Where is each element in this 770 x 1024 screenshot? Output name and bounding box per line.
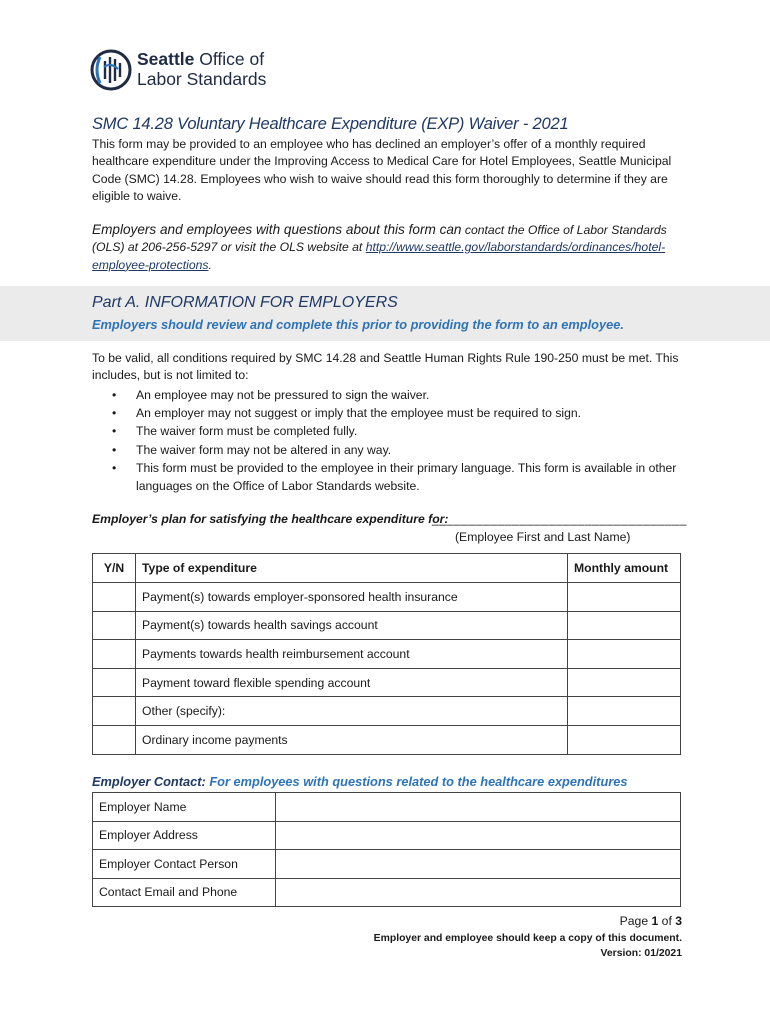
column-header-type: Type of expenditure [136, 554, 568, 583]
table-header-row [93, 554, 681, 583]
list-item [92, 441, 682, 459]
ols-logo [90, 47, 290, 97]
expenditure-type-cell: Payment(s) towards employer-sponsored health insurance [136, 583, 568, 612]
expenditure-type-cell: Payment(s) towards health savings account [136, 611, 568, 640]
table-row [93, 725, 681, 754]
logo-word-bold: Seattle [137, 49, 195, 69]
logo-wordmark [137, 49, 266, 89]
expenditure-table [92, 553, 681, 755]
bullet-icon: • [112, 424, 117, 439]
part-a-title: Part A. INFORMATION FOR EMPLOYERS [92, 294, 398, 311]
monthly-amount-cell[interactable] [568, 668, 681, 697]
table-row [93, 668, 681, 697]
monthly-amount-cell[interactable] [568, 611, 681, 640]
employer-contact-person-input[interactable] [276, 850, 681, 879]
column-header-amount: Monthly amount [568, 554, 681, 583]
table-row [93, 583, 681, 612]
table-row [93, 850, 681, 879]
ols-website-link[interactable]: http://www.seattle.gov/laborstandards/ordinances/hotel-employee-protections [92, 240, 666, 272]
plan-label: Employer’s plan for satisfying the healthcare expenditure for: [92, 512, 449, 526]
yn-cell[interactable] [93, 668, 136, 697]
bullet-icon: • [112, 406, 117, 421]
table-row [93, 697, 681, 726]
questions-paragraph [92, 221, 682, 274]
bullet-icon: • [112, 388, 117, 402]
list-item [92, 386, 682, 404]
contact-field-label: Employer Contact Person [93, 850, 276, 879]
form-title: SMC 14.28 Voluntary Healthcare Expenditure (EXP) Waiver - 2021 [92, 115, 569, 133]
employee-name-field[interactable]: ___________________________________ [432, 512, 687, 526]
monthly-amount-cell[interactable] [568, 583, 681, 612]
page-number [620, 914, 682, 928]
list-item [92, 459, 682, 495]
contact-field-label: Employer Address [93, 821, 276, 850]
yn-cell[interactable] [93, 611, 136, 640]
employer-contact-note: For employees with questions related to the healthcare expenditures [205, 774, 628, 789]
monthly-amount-cell[interactable] [568, 640, 681, 669]
yn-cell[interactable] [93, 583, 136, 612]
list-item [92, 422, 682, 440]
rule-text: The waiver form may not be altered in any way. [136, 442, 392, 457]
yn-cell[interactable] [93, 725, 136, 754]
bullet-icon: • [112, 442, 117, 457]
rule-text: The waiver form must be completed fully. [136, 424, 358, 439]
rule-text: This form must be provided to the employee in their primary language. This form is available in other languages on the Office of Labor Standards website. [136, 460, 677, 494]
intro-paragraph: This form may be provided to an employee who has declined an employer’s offer of a monthly required healthcare expenditure under the Improving Access to Medical Care for Hotel Employees, Seattle Municipal Code (SMC) 14.28. Employees who wish to waive should read this form thoroughly to determine if they are eligible to waive. [92, 137, 672, 203]
monthly-amount-cell[interactable] [568, 697, 681, 726]
rule-text: An employer may not suggest or imply that the employee must be required to sign. [136, 406, 582, 421]
expenditure-type-cell: Ordinary income payments [136, 725, 568, 754]
yn-cell[interactable] [93, 640, 136, 669]
expenditure-type-cell[interactable]: Other (specify): [136, 697, 568, 726]
column-header-yn: Y/N [93, 554, 136, 583]
table-row [93, 640, 681, 669]
seattle-city-seal-icon [90, 47, 132, 93]
logo-word-rest: Office of [194, 49, 265, 69]
page-prefix: Page [619, 914, 652, 928]
employer-address-input[interactable] [276, 821, 681, 850]
version-label: Version: 01/2021 [600, 948, 682, 959]
list-item [92, 404, 682, 422]
contact-email-phone-input[interactable] [276, 878, 681, 907]
expenditure-type-cell: Payment toward flexible spending account [136, 668, 568, 697]
monthly-amount-cell[interactable] [568, 725, 681, 754]
part-a-subtitle: Employers should review and complete this prior to providing the form to an employee. [92, 317, 624, 332]
employee-name-caption: (Employee First and Last Name) [455, 530, 631, 544]
table-row [93, 793, 681, 822]
page-current: 1 [651, 914, 659, 928]
keep-copy-note: Employer and employee should keep a copy of this document. [373, 933, 682, 944]
page-total: 3 [675, 914, 682, 928]
expenditure-type-cell: Payments towards health reimbursement account [136, 640, 568, 669]
yn-cell[interactable] [93, 697, 136, 726]
page-of: of [658, 914, 676, 928]
table-row [93, 878, 681, 907]
logo-word-line2: Labor Standards [137, 69, 267, 89]
questions-rest: contact the Office of Labor Standards (OLS) at 206-256-5297 or visit the OLS website at [92, 223, 667, 255]
rules-list [92, 386, 682, 495]
questions-lead: Employers and employees with questions about this form can [92, 222, 462, 237]
validity-paragraph: To be valid, all conditions required by SMC 14.28 and Seattle Human Rights Rule 190-250 must be met. This includes, but is not limited to: [92, 351, 679, 383]
questions-end: . [208, 257, 212, 272]
contact-field-label: Employer Name [93, 793, 276, 822]
employer-contact-label: Employer Contact: [92, 774, 206, 789]
rule-text: An employee may not be pressured to sign the waiver. [136, 388, 430, 402]
employer-contact-table [92, 792, 681, 907]
table-row [93, 821, 681, 850]
employer-contact-heading [92, 774, 627, 789]
table-row [93, 611, 681, 640]
employer-name-input[interactable] [276, 793, 681, 822]
bullet-icon: • [112, 460, 117, 475]
contact-field-label: Contact Email and Phone [93, 878, 276, 907]
